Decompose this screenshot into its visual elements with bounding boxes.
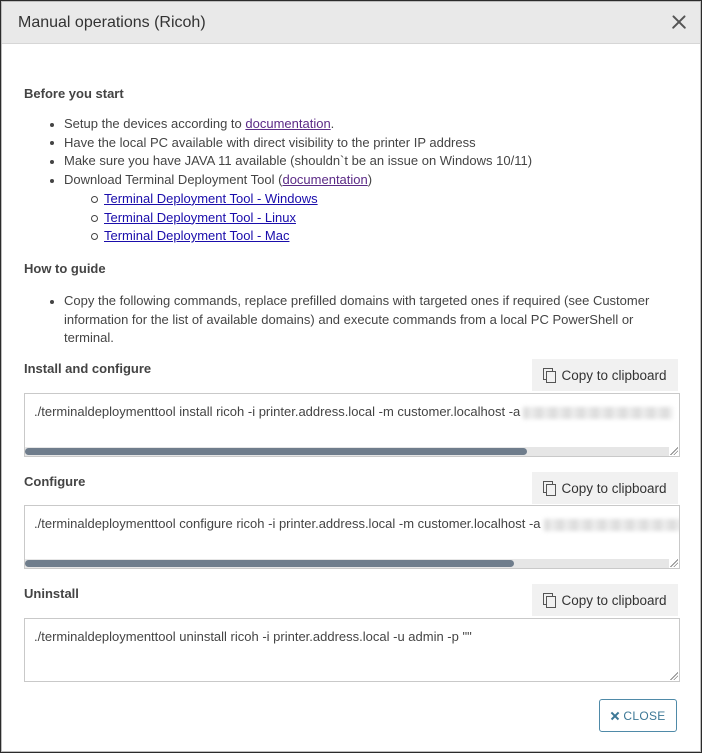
dialog-title: Manual operations (Ricoh) [18,14,206,31]
install-command-text: ./terminaldeploymenttool install ricoh -i printer.address.local -m customer.localhost -a [34,404,521,419]
copy-icon [543,368,555,382]
download-linux-link[interactable]: Terminal Deployment Tool - Linux [104,209,296,225]
scrollbar-thumb[interactable] [25,448,527,455]
guide-heading: How to guide [24,261,106,276]
configure-label: Configure [24,474,86,489]
dialog-header [2,2,700,44]
uninstall-label: Uninstall [24,586,79,601]
redacted-value [523,407,673,419]
copy-install-button[interactable]: Copy to clipboard [532,359,678,391]
documentation-link[interactable]: documentation [282,172,368,188]
configure-command-box[interactable] [24,505,680,569]
configure-command-text: ./terminaldeploymenttool configure ricoh -i printer.address.local -m customer.localhost -a [34,516,541,531]
close-button[interactable]: CLOSE [599,699,677,732]
install-configure-label: Install and configure [24,361,152,376]
list-item: Copy the following commands, replace prefilled domains with targeted ones if required (see Customer information for the list of available domains) and execute commands from a local PC PowerShell or terminal. [24,292,664,348]
download-item [104,190,532,209]
copy-icon [543,481,555,495]
uninstall-command-text: ./terminaldeploymenttool uninstall ricoh -i printer.address.local -u admin -p "" [34,629,472,644]
horizontal-scrollbar[interactable] [25,447,669,456]
resize-grip-icon[interactable] [670,447,678,455]
documentation-link[interactable]: documentation [245,116,331,131]
uninstall-command-box[interactable] [24,618,680,682]
copy-configure-button[interactable]: Copy to clipboard [532,472,678,504]
before-list [24,115,532,246]
download-mac-link[interactable]: Terminal Deployment Tool - Mac [104,228,290,244]
horizontal-scrollbar[interactable] [25,559,669,568]
manual-operations-dialog [1,1,701,752]
copy-icon [543,593,555,607]
list-item: Have the local PC available with direct visibility to the printer IP address [24,134,532,153]
copy-uninstall-button[interactable]: Copy to clipboard [532,584,678,616]
close-icon[interactable] [668,11,690,33]
close-icon [610,711,619,720]
redacted-value [544,519,680,531]
download-windows-link[interactable]: Terminal Deployment Tool - Windows [104,190,318,206]
list-item: Download Terminal Deployment Tool (documentation) Terminal Deployment Tool - Windows Terminal Deployment Tool - Linux Terminal Deployment Tool - Mac [24,171,532,246]
resize-grip-icon[interactable] [670,672,678,680]
install-command-box[interactable] [24,393,680,457]
download-item [104,209,532,228]
list-item: Make sure you have JAVA 11 available (shouldn`t be an issue on Windows 10/11) [24,152,532,171]
resize-grip-icon[interactable] [670,559,678,567]
download-list [104,190,532,246]
guide-list [24,292,664,348]
before-heading: Before you start [24,86,124,101]
list-item: Setup the devices according to documentation. [24,115,532,134]
download-item [104,227,532,246]
scrollbar-thumb[interactable] [25,560,514,567]
